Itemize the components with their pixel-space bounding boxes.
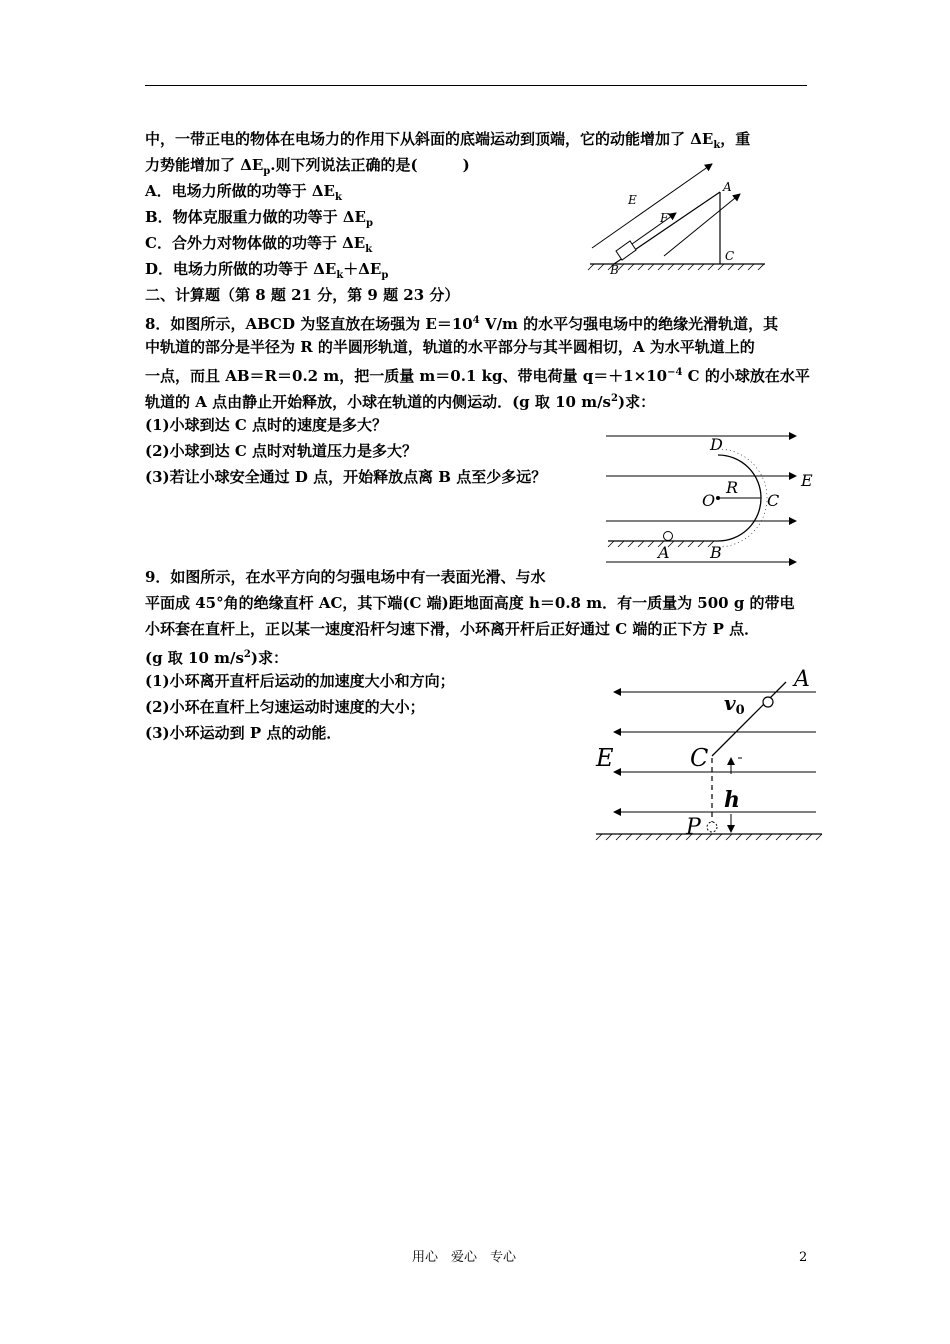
q8-line-1: 8．如图所示，ABCD 为竖直放在场强为 $E=10^4$ V/m 的水平匀强电场中的绝缘光滑轨道，其 <box>145 315 779 333</box>
fig1-label-b: B <box>610 263 619 277</box>
figure-incline <box>580 158 780 278</box>
q9-part-2: (2)小环在直杆上匀速运动时速度的大小； <box>145 698 425 716</box>
fig3-label-c: C <box>690 744 709 772</box>
fig2-label-r: R <box>726 478 739 497</box>
q7-option-a: A．电场力所做的功等于 $\Delta E_k$ <box>145 182 342 203</box>
fig2-label-e: E <box>801 471 813 490</box>
section-heading: 二、计算题（第 8 题 21 分，第 9 题 23 分） <box>145 286 460 304</box>
q9-part-1: (1)小环离开直杆后运动的加速度大小和方向； <box>145 672 455 690</box>
fig3-label-v0: $v_0$ <box>724 691 745 718</box>
q8-part-1: (1)小球到达 C 点时的速度是多大？ <box>145 416 388 434</box>
q9-part-3: (3)小环运动到 P 点的动能． <box>145 724 342 742</box>
q7-line-2: 力势能增加了 $\Delta E_p$.则下列说法正确的是( ) <box>145 156 470 177</box>
footer-motto: 用心 爱心 专心 <box>412 1250 517 1265</box>
figure-inclined-rod <box>590 662 830 852</box>
fig1-label-f: F <box>660 211 669 225</box>
fig1-label-e: E <box>628 193 637 207</box>
fig2-label-o: O <box>702 491 716 510</box>
fig1-label-c: C <box>725 249 735 263</box>
fig3-label-p: P <box>686 815 701 840</box>
fig2-label-d: D <box>710 435 723 454</box>
q9-line-2: 平面成 45°角的绝缘直杆 AC，其下端(C 端)距地面高度 h＝0.8 m．有一质量为 500 g 的带电 <box>145 594 795 612</box>
fig2-label-a: A <box>658 543 670 562</box>
q7-line-1: 中，一带正电的物体在电场力的作用下从斜面的底端运动到顶端，它的动能增加了 $\Delta E_k$，重 <box>145 130 751 151</box>
page-number: 2 <box>799 1250 808 1265</box>
fig1-label-a: A <box>723 180 732 194</box>
q8-part-2: (2)小球到达 C 点时对轨道压力是多大？ <box>145 442 418 460</box>
fig3-label-h: h <box>724 787 740 813</box>
q7-option-d: D．电场力所做的功等于 $\Delta E_k+\Delta E_p$ <box>145 260 389 281</box>
fig2-label-c: C <box>767 491 780 510</box>
q9-line-4: (g 取 10 $m/s^2$)求： <box>145 649 288 667</box>
q9-line-1: 9．如图所示，在水平方向的匀强电场中有一表面光滑、与水 <box>145 568 546 586</box>
fig2-label-b: B <box>710 543 722 562</box>
q8-line-3: 一点，而且 AB＝R＝0.2 m，把一质量 m＝0.1 kg、带电荷量 $q=+1\times 10^{-4}$ C 的小球放在水平 <box>145 367 810 385</box>
q9-line-3: 小环套在直杆上，正以某一速度沿杆匀速下滑，小环离开杆后正好通过 C 端的正下方 P 点． <box>145 620 760 638</box>
q8-line-4: 轨道的 A 点由静止开始释放，小球在轨道的内侧运动．(g 取 10 $m/s^2$)求： <box>145 393 656 411</box>
q7-option-c: C．合外力对物体做的功等于 $\Delta E_k$ <box>145 234 373 255</box>
q8-part-3: (3)若让小球安全通过 D 点，开始释放点离 B 点至少多远？ <box>145 468 547 486</box>
q7-option-b: B．物体克服重力做的功等于 $\Delta E_p$ <box>145 208 373 229</box>
figure-semicircle-track <box>600 428 820 568</box>
fig3-label-a: A <box>794 667 810 692</box>
fig3-label-e: E <box>596 744 614 772</box>
q8-line-2: 中轨道的部分是半径为 R 的半圆形轨道，轨道的水平部分与其半圆相切，A 为水平轨道上的 <box>145 338 755 356</box>
header-rule <box>145 85 807 86</box>
